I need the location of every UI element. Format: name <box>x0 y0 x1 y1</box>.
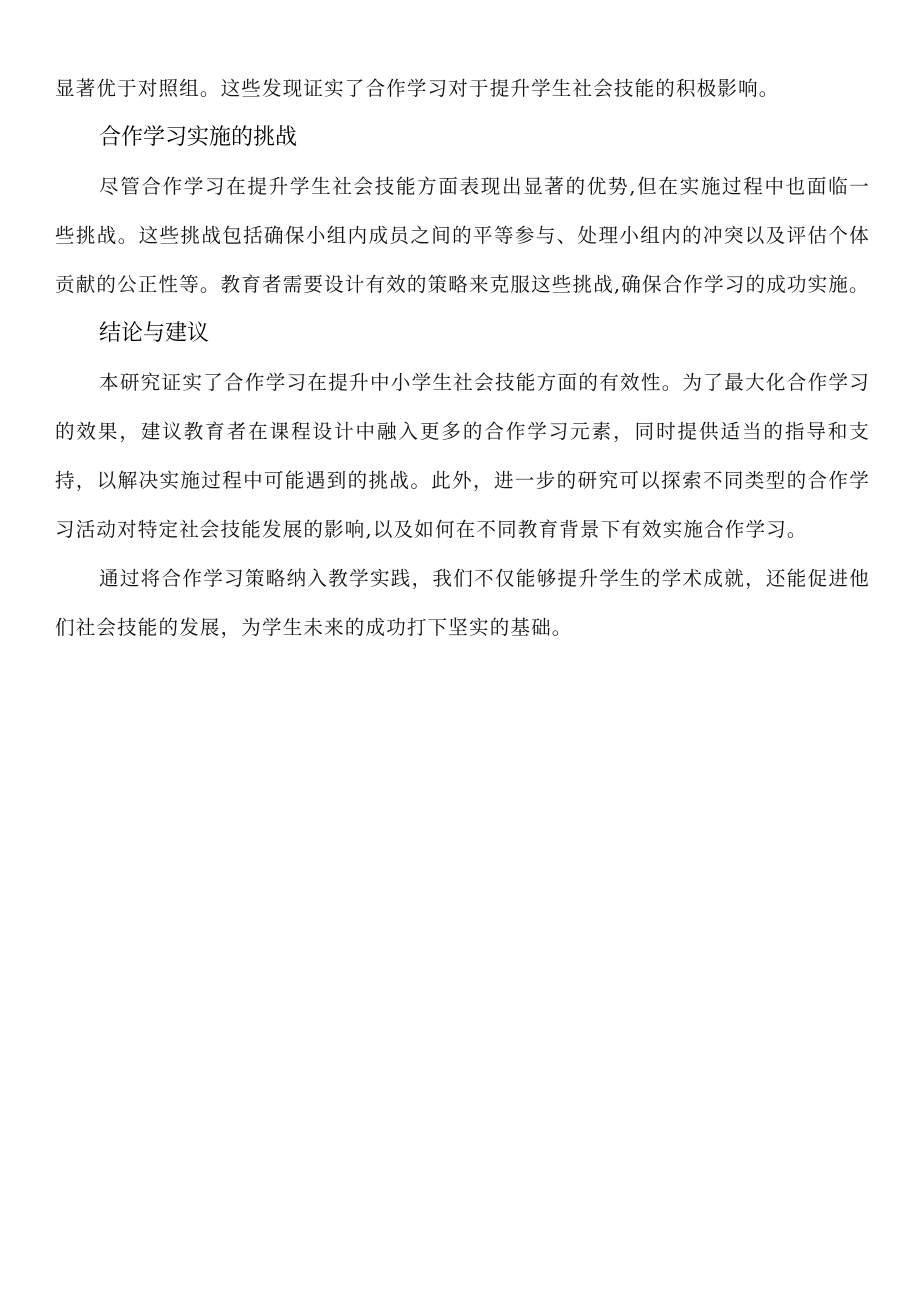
conclusion-paragraph-2: 通过将合作学习策略纳入教学实践，我们不仅能够提升学生的学术成就，还能促进他们社会技能的发展，为学生未来的成功打下坚实的基础。 <box>55 567 870 639</box>
section-heading-challenges: 合作学习实施的挑战 <box>99 125 298 150</box>
continued-paragraph: 显著优于对照组。这些发现证实了合作学习对于提升学生社会技能的积极影响。 <box>55 77 780 100</box>
challenges-paragraph: 尽管合作学习在提升学生社会技能方面表现出显著的优势,但在实施过程中也面临一些挑战。这些挑战包括确保小组内成员之间的平等参与、处理小组内的冲突以及评估个体贡献的公正性等。教育者需要设计有效的策略来克服这些挑战,确保合作学习的成功实施。 <box>55 175 870 296</box>
section-heading-conclusion: 结论与建议 <box>99 321 210 346</box>
document-body <box>55 64 870 652</box>
conclusion-paragraph-1: 本研究证实了合作学习在提升中小学生社会技能方面的有效性。为了最大化合作学习的效果，建议教育者在课程设计中融入更多的合作学习元素，同时提供适当的指导和支持，以解决实施过程中可能遇到的挑战。此外，进一步的研究可以探索不同类型的合作学习活动对特定社会技能发展的影响,以及如何在不同教育背景下有效实施合作学习。 <box>55 371 870 541</box>
